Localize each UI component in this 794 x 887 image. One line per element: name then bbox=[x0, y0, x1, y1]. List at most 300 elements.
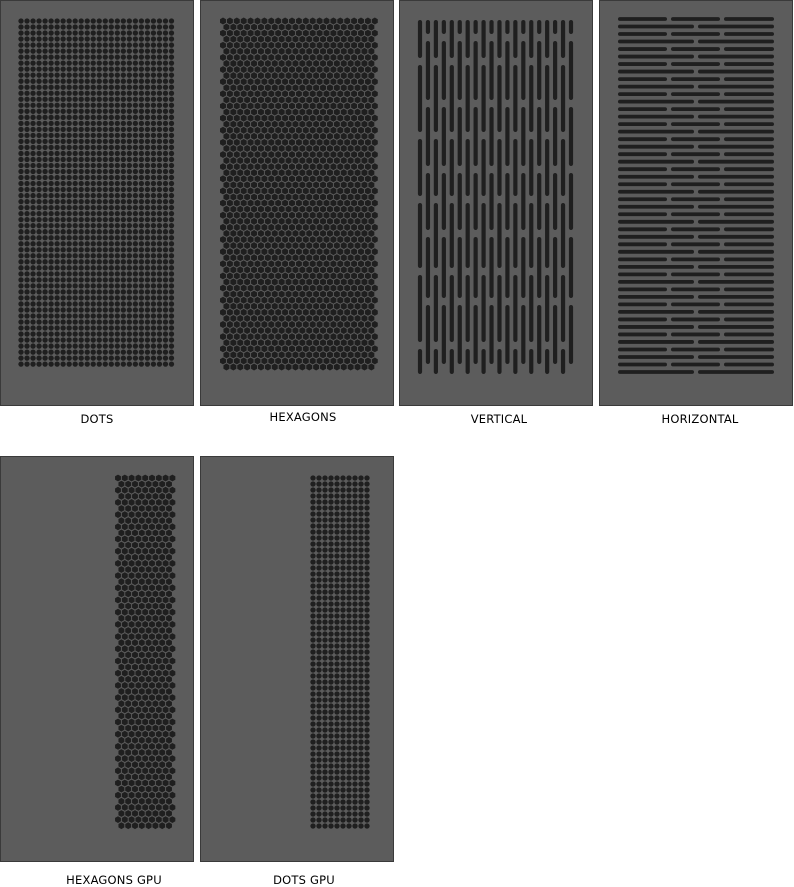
dot-hole bbox=[42, 319, 47, 324]
horizontal-slot bbox=[698, 145, 774, 149]
dot-hole bbox=[109, 151, 114, 156]
dot-hole bbox=[115, 36, 120, 41]
dot-hole bbox=[36, 145, 41, 150]
dot-hole bbox=[42, 199, 47, 204]
dot-hole bbox=[169, 73, 174, 78]
dot-hole bbox=[42, 151, 47, 156]
dot-hole bbox=[103, 133, 108, 138]
dot-hole bbox=[157, 277, 162, 282]
dot-hole bbox=[334, 517, 339, 522]
dot-hole bbox=[109, 109, 114, 114]
horizontal-slot bbox=[698, 310, 774, 314]
dot-hole bbox=[346, 565, 351, 570]
dot-hole bbox=[157, 163, 162, 168]
dot-hole bbox=[67, 109, 72, 114]
dot-hole bbox=[340, 637, 345, 642]
dot-hole bbox=[133, 91, 138, 96]
dot-hole bbox=[322, 511, 327, 516]
dot-hole bbox=[133, 54, 138, 59]
dot-hole bbox=[103, 79, 108, 84]
dot-hole bbox=[79, 169, 84, 174]
dot-hole bbox=[358, 721, 363, 726]
dot-hole bbox=[163, 217, 168, 222]
dot-hole bbox=[79, 85, 84, 90]
dot-hole bbox=[85, 271, 90, 276]
dot-hole bbox=[127, 127, 132, 132]
dot-hole bbox=[30, 24, 35, 29]
vertical-slot bbox=[450, 65, 454, 132]
dot-hole bbox=[322, 739, 327, 744]
dot-hole bbox=[54, 145, 59, 150]
dot-hole bbox=[54, 151, 59, 156]
dot-hole bbox=[103, 271, 108, 276]
dot-hole bbox=[79, 151, 84, 156]
dot-hole bbox=[340, 727, 345, 732]
dot-hole bbox=[18, 48, 23, 53]
dot-hole bbox=[127, 313, 132, 318]
dot-hole bbox=[133, 127, 138, 132]
dot-hole bbox=[24, 253, 29, 258]
dot-hole bbox=[54, 24, 59, 29]
dot-hole bbox=[91, 331, 96, 336]
dot-hole bbox=[340, 691, 345, 696]
dot-hole bbox=[85, 355, 90, 360]
dot-hole bbox=[18, 157, 23, 162]
dot-hole bbox=[91, 30, 96, 35]
dot-hole bbox=[145, 79, 150, 84]
dot-hole bbox=[352, 475, 357, 480]
dot-hole bbox=[352, 505, 357, 510]
dot-hole bbox=[54, 30, 59, 35]
dot-hole bbox=[352, 643, 357, 648]
dot-hole bbox=[364, 727, 369, 732]
dot-hole bbox=[316, 691, 321, 696]
dot-hole bbox=[169, 301, 174, 306]
dot-hole bbox=[328, 745, 333, 750]
horizontal-slot bbox=[698, 40, 774, 44]
dot-hole bbox=[169, 175, 174, 180]
dot-hole bbox=[139, 313, 144, 318]
dot-hole bbox=[24, 54, 29, 59]
horizontal-slot bbox=[671, 197, 720, 201]
dot-hole bbox=[145, 157, 150, 162]
horizontal-slot bbox=[618, 70, 694, 74]
dot-hole bbox=[334, 691, 339, 696]
dot-hole bbox=[340, 505, 345, 510]
horizontal-slot bbox=[724, 333, 774, 337]
dot-hole bbox=[352, 715, 357, 720]
dot-hole bbox=[364, 577, 369, 582]
vertical-slot bbox=[489, 305, 493, 364]
dot-hole bbox=[79, 121, 84, 126]
dot-hole bbox=[73, 313, 78, 318]
dot-hole bbox=[169, 199, 174, 204]
dot-hole bbox=[24, 313, 29, 318]
dot-hole bbox=[328, 565, 333, 570]
dot-hole bbox=[18, 30, 23, 35]
dot-hole bbox=[352, 637, 357, 642]
dot-hole bbox=[310, 787, 315, 792]
dot-hole bbox=[30, 307, 35, 312]
dot-hole bbox=[91, 91, 96, 96]
dot-hole bbox=[67, 48, 72, 53]
dot-hole bbox=[73, 247, 78, 252]
dot-hole bbox=[36, 199, 41, 204]
dot-hole bbox=[364, 817, 369, 822]
dot-hole bbox=[91, 277, 96, 282]
dot-hole bbox=[310, 637, 315, 642]
dot-hole bbox=[163, 325, 168, 330]
dot-hole bbox=[139, 223, 144, 228]
dot-hole bbox=[36, 163, 41, 168]
dot-hole bbox=[91, 97, 96, 102]
dot-hole bbox=[85, 301, 90, 306]
dot-hole bbox=[24, 205, 29, 210]
dot-hole bbox=[157, 253, 162, 258]
dot-hole bbox=[352, 631, 357, 636]
dot-hole bbox=[115, 60, 120, 65]
dot-hole bbox=[73, 24, 78, 29]
dot-hole bbox=[310, 643, 315, 648]
dot-hole bbox=[36, 205, 41, 210]
dot-hole bbox=[91, 151, 96, 156]
dot-hole bbox=[121, 343, 126, 348]
vertical-slot bbox=[569, 41, 573, 100]
dot-hole bbox=[121, 60, 126, 65]
dot-hole bbox=[73, 271, 78, 276]
dot-hole bbox=[85, 307, 90, 312]
dot-hole bbox=[60, 91, 65, 96]
dot-hole bbox=[121, 259, 126, 264]
dot-hole bbox=[30, 181, 35, 186]
horizontal-slot bbox=[698, 265, 774, 269]
dot-hole bbox=[18, 325, 23, 330]
dot-hole bbox=[42, 289, 47, 294]
horizontal-slot bbox=[618, 152, 667, 156]
dot-hole bbox=[48, 223, 53, 228]
vertical-slot bbox=[521, 173, 525, 230]
vertical-slot bbox=[569, 237, 573, 298]
dot-hole bbox=[334, 619, 339, 624]
dot-hole bbox=[48, 331, 53, 336]
dot-hole bbox=[30, 229, 35, 234]
horizontal-slot bbox=[698, 280, 774, 284]
dot-hole bbox=[163, 157, 168, 162]
dot-hole bbox=[73, 36, 78, 41]
dot-hole bbox=[340, 703, 345, 708]
dot-hole bbox=[24, 97, 29, 102]
vertical-slot bbox=[529, 203, 533, 268]
dot-hole bbox=[340, 493, 345, 498]
vertical-slot bbox=[513, 139, 517, 196]
dot-hole bbox=[97, 109, 102, 114]
dot-hole bbox=[340, 541, 345, 546]
dot-hole bbox=[121, 205, 126, 210]
dot-hole bbox=[139, 109, 144, 114]
horizontal-slot bbox=[618, 100, 694, 104]
dot-hole bbox=[322, 775, 327, 780]
dot-hole bbox=[48, 60, 53, 65]
dot-hole bbox=[54, 241, 59, 246]
dot-hole bbox=[358, 697, 363, 702]
dot-hole bbox=[310, 793, 315, 798]
dot-hole bbox=[157, 187, 162, 192]
horizontal-slot bbox=[698, 175, 774, 179]
dot-hole bbox=[316, 619, 321, 624]
dot-hole bbox=[48, 319, 53, 324]
dot-hole bbox=[103, 175, 108, 180]
dot-hole bbox=[364, 535, 369, 540]
dot-hole bbox=[109, 283, 114, 288]
dot-hole bbox=[42, 85, 47, 90]
dot-hole bbox=[91, 283, 96, 288]
dot-hole bbox=[346, 535, 351, 540]
dot-hole bbox=[169, 36, 174, 41]
dot-hole bbox=[54, 223, 59, 228]
dot-hole bbox=[79, 217, 84, 222]
dot-hole bbox=[133, 60, 138, 65]
dot-hole bbox=[54, 211, 59, 216]
dot-hole bbox=[346, 523, 351, 528]
dot-hole bbox=[60, 229, 65, 234]
dot-hole bbox=[151, 217, 156, 222]
dot-hole bbox=[115, 319, 120, 324]
dot-hole bbox=[133, 145, 138, 150]
dot-hole bbox=[139, 48, 144, 53]
dot-hole bbox=[322, 649, 327, 654]
dot-hole bbox=[73, 139, 78, 144]
dot-hole bbox=[36, 307, 41, 312]
horizontal-slot bbox=[724, 227, 774, 231]
dot-hole bbox=[364, 757, 369, 762]
dot-hole bbox=[322, 781, 327, 786]
dot-hole bbox=[30, 91, 35, 96]
dot-hole bbox=[97, 271, 102, 276]
dot-hole bbox=[157, 73, 162, 78]
dot-hole bbox=[91, 24, 96, 29]
horizontal-slot bbox=[698, 205, 774, 209]
dot-hole bbox=[151, 169, 156, 174]
dot-hole bbox=[48, 199, 53, 204]
horizontal-slot bbox=[724, 287, 774, 291]
dot-hole bbox=[316, 595, 321, 600]
dot-hole bbox=[364, 793, 369, 798]
dot-hole bbox=[60, 169, 65, 174]
dot-hole bbox=[346, 553, 351, 558]
dot-hole bbox=[48, 253, 53, 258]
dot-hole bbox=[30, 205, 35, 210]
dot-hole bbox=[48, 343, 53, 348]
dot-hole bbox=[30, 259, 35, 264]
dot-hole bbox=[42, 145, 47, 150]
dot-hole bbox=[67, 301, 72, 306]
dot-hole bbox=[24, 24, 29, 29]
dot-hole bbox=[334, 613, 339, 618]
dot-hole bbox=[97, 319, 102, 324]
dot-hole bbox=[358, 571, 363, 576]
dot-hole bbox=[346, 589, 351, 594]
dot-hole bbox=[54, 103, 59, 108]
dot-hole bbox=[340, 547, 345, 552]
dot-hole bbox=[169, 30, 174, 35]
dot-hole bbox=[352, 529, 357, 534]
horizontal-slot bbox=[618, 62, 667, 66]
dot-hole bbox=[48, 295, 53, 300]
dot-hole bbox=[85, 73, 90, 78]
dot-hole bbox=[334, 703, 339, 708]
dot-hole bbox=[316, 781, 321, 786]
dot-hole bbox=[322, 541, 327, 546]
dot-hole bbox=[340, 775, 345, 780]
dot-hole bbox=[67, 259, 72, 264]
dot-hole bbox=[54, 343, 59, 348]
dot-hole bbox=[18, 133, 23, 138]
vertical-slot bbox=[426, 305, 430, 364]
dot-hole bbox=[48, 205, 53, 210]
horizontal-slot bbox=[724, 167, 774, 171]
dot-hole bbox=[334, 631, 339, 636]
dot-hole bbox=[42, 229, 47, 234]
dot-hole bbox=[97, 283, 102, 288]
dot-hole bbox=[67, 73, 72, 78]
dot-hole bbox=[91, 139, 96, 144]
dot-hole bbox=[139, 187, 144, 192]
dot-hole bbox=[79, 181, 84, 186]
dot-hole bbox=[157, 169, 162, 174]
dot-hole bbox=[334, 529, 339, 534]
dot-hole bbox=[322, 589, 327, 594]
dot-hole bbox=[163, 18, 168, 23]
vertical-slot bbox=[537, 41, 541, 100]
dot-hole bbox=[358, 673, 363, 678]
dot-hole bbox=[139, 211, 144, 216]
dot-hole bbox=[103, 109, 108, 114]
dot-hole bbox=[109, 337, 114, 342]
dot-hole bbox=[352, 559, 357, 564]
dot-hole bbox=[352, 601, 357, 606]
dot-hole bbox=[85, 331, 90, 336]
dot-hole bbox=[340, 817, 345, 822]
dot-hole bbox=[157, 115, 162, 120]
horizontal-slot bbox=[698, 340, 774, 344]
dot-hole bbox=[48, 67, 53, 72]
dot-hole bbox=[316, 763, 321, 768]
dot-hole bbox=[97, 277, 102, 282]
dot-hole bbox=[48, 301, 53, 306]
dot-hole bbox=[42, 271, 47, 276]
dot-hole bbox=[109, 91, 114, 96]
dot-hole bbox=[133, 229, 138, 234]
dot-hole bbox=[127, 103, 132, 108]
horizontal-slot bbox=[618, 363, 667, 367]
dot-hole bbox=[163, 289, 168, 294]
horizontal-slot bbox=[618, 107, 667, 111]
dot-hole bbox=[36, 229, 41, 234]
dot-hole bbox=[97, 54, 102, 59]
vertical-slot bbox=[505, 41, 509, 100]
horizontal-slot bbox=[618, 47, 667, 51]
dot-hole bbox=[310, 799, 315, 804]
dot-hole bbox=[67, 253, 72, 258]
dot-hole bbox=[157, 97, 162, 102]
dot-hole bbox=[115, 229, 120, 234]
dot-hole bbox=[322, 733, 327, 738]
dot-hole bbox=[133, 355, 138, 360]
dot-hole bbox=[48, 307, 53, 312]
dot-hole bbox=[85, 289, 90, 294]
dot-hole bbox=[79, 259, 84, 264]
dot-hole bbox=[316, 649, 321, 654]
dot-hole bbox=[364, 565, 369, 570]
dot-hole bbox=[91, 103, 96, 108]
dot-hole bbox=[42, 67, 47, 72]
dot-hole bbox=[121, 151, 126, 156]
dot-hole bbox=[60, 181, 65, 186]
dot-hole bbox=[163, 103, 168, 108]
dot-hole bbox=[352, 655, 357, 660]
horizontal-slot bbox=[698, 220, 774, 224]
horizontal-slot bbox=[618, 265, 694, 269]
dot-hole bbox=[340, 751, 345, 756]
dot-hole bbox=[328, 637, 333, 642]
dot-hole bbox=[340, 811, 345, 816]
vertical-slot bbox=[466, 20, 470, 58]
dot-hole bbox=[364, 595, 369, 600]
dot-hole bbox=[115, 67, 120, 72]
dot-hole bbox=[316, 631, 321, 636]
dot-hole bbox=[67, 145, 72, 150]
dot-hole bbox=[121, 42, 126, 47]
dot-hole bbox=[48, 271, 53, 276]
dot-hole bbox=[60, 18, 65, 23]
dot-hole bbox=[85, 181, 90, 186]
dot-hole bbox=[151, 301, 156, 306]
dot-hole bbox=[346, 517, 351, 522]
dot-hole bbox=[346, 793, 351, 798]
vertical-slot bbox=[442, 20, 446, 34]
dot-hole bbox=[30, 145, 35, 150]
dot-hole bbox=[316, 511, 321, 516]
dot-hole bbox=[115, 157, 120, 162]
dot-hole bbox=[139, 217, 144, 222]
dot-hole bbox=[157, 235, 162, 240]
dot-hole bbox=[18, 343, 23, 348]
dot-hole bbox=[328, 769, 333, 774]
dot-hole bbox=[346, 751, 351, 756]
dot-hole bbox=[310, 775, 315, 780]
horizontal-slot bbox=[671, 212, 720, 216]
dot-hole bbox=[322, 637, 327, 642]
dot-hole bbox=[346, 733, 351, 738]
dot-hole bbox=[121, 48, 126, 53]
dot-hole bbox=[364, 607, 369, 612]
dot-hole bbox=[97, 211, 102, 216]
horizontal-slot bbox=[671, 272, 720, 276]
dot-hole bbox=[30, 355, 35, 360]
dot-hole bbox=[24, 259, 29, 264]
horizontal-slot bbox=[618, 130, 694, 134]
dot-hole bbox=[103, 91, 108, 96]
dot-hole bbox=[151, 36, 156, 41]
dot-hole bbox=[310, 769, 315, 774]
dot-hole bbox=[121, 301, 126, 306]
dot-hole bbox=[18, 151, 23, 156]
vertical-slot bbox=[489, 41, 493, 100]
horizontal-slot bbox=[618, 160, 694, 164]
dot-hole bbox=[316, 583, 321, 588]
dot-hole bbox=[67, 361, 72, 366]
dot-hole bbox=[91, 181, 96, 186]
